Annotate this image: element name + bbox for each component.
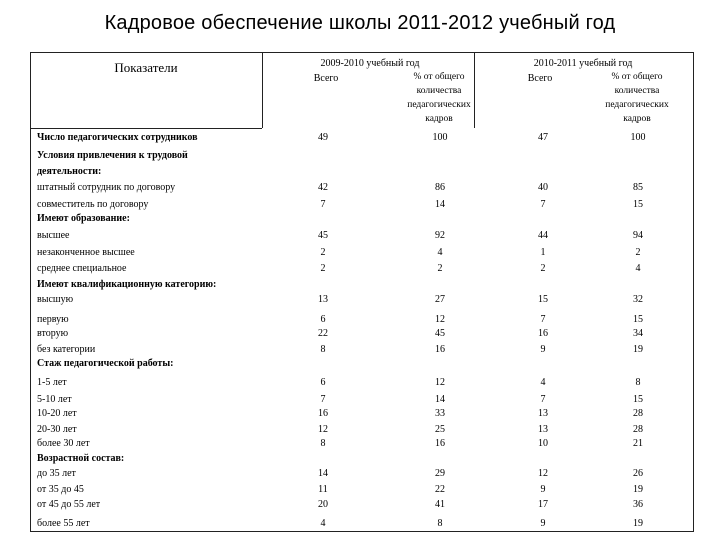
table-cell: 44 [538, 230, 548, 241]
table-cell: 19 [633, 518, 643, 529]
table-cell: 4 [320, 518, 326, 529]
row-label: совместитель по договору [37, 199, 149, 210]
table-cell: 28 [633, 408, 643, 419]
table-cell: 17 [538, 499, 548, 510]
table-cell: 9 [540, 518, 546, 529]
table-cell: 20 [318, 499, 328, 510]
section-heading: деятельности: [37, 166, 102, 177]
table-cell: 8 [437, 518, 443, 529]
table-cell: 14 [318, 468, 328, 479]
row-label: без категории [37, 344, 96, 355]
table-cell: 26 [633, 468, 643, 479]
row-label: 10-20 лет [37, 408, 77, 419]
row-label: незаконченное высшее [37, 247, 135, 258]
table-cell: 22 [318, 328, 328, 339]
table-cell: 8 [320, 344, 326, 355]
table-cell: 12 [435, 377, 445, 388]
row-label: первую [37, 314, 69, 325]
table-cell: 1 [540, 247, 546, 258]
header-percent-2: % от общего количества педагогических кадров [605, 72, 669, 124]
table-cell: 9 [540, 484, 546, 495]
row-label: среднее специальное [37, 263, 127, 274]
table-cell: 85 [633, 182, 643, 193]
table-cell: 6 [320, 377, 326, 388]
row-label: 5-10 лет [37, 394, 72, 405]
row-label: 20-30 лет [37, 424, 77, 435]
table-cell: 2 [320, 263, 326, 274]
table-cell: 32 [633, 294, 643, 305]
row-label: более 55 лет [37, 518, 90, 529]
row-label: от 45 до 55 лет [37, 499, 101, 510]
header-percent-1: % от общего количества педагогических кадров [407, 72, 471, 124]
header-indicators: Показатели [114, 60, 178, 75]
table-cell: 36 [633, 499, 643, 510]
table-cell: 4 [437, 247, 443, 258]
table-cell: 16 [538, 328, 548, 339]
table-cell: 14 [435, 199, 445, 210]
table-cell: 29 [435, 468, 445, 479]
table-cell: 13 [318, 294, 328, 305]
table-cell: 13 [538, 408, 548, 419]
table-cell: 16 [318, 408, 328, 419]
table-cell: 86 [435, 182, 445, 193]
table-cell: 45 [318, 230, 328, 241]
table-cell: 34 [633, 328, 643, 339]
header-year-2009-2010: 2009-2010 учебный год [320, 58, 420, 69]
row-label: штатный сотрудник по договору [37, 182, 176, 193]
table-cell: 19 [633, 484, 643, 495]
table-cell: 100 [630, 132, 646, 143]
row-label: более 30 лет [37, 438, 90, 449]
table-cell: 12 [318, 424, 328, 435]
table-cell: 2 [437, 263, 443, 274]
row-label: Число педагогических сотрудников [37, 132, 198, 143]
table-cell: 47 [538, 132, 548, 143]
table-cell: 8 [320, 438, 326, 449]
header-total-1: Всего [313, 73, 339, 84]
header-total-2: Всего [527, 73, 553, 84]
section-heading: Имеют квалификационную категорию: [37, 279, 217, 290]
header-divider-indicators [262, 52, 263, 128]
table-cell: 21 [633, 438, 643, 449]
table-cell: 7 [540, 394, 546, 405]
table-cell: 7 [540, 199, 546, 210]
section-heading: Условия привлечения к трудовой [37, 150, 188, 161]
table-cell: 15 [633, 314, 643, 325]
table-cell: 41 [435, 499, 445, 510]
table-cell: 11 [318, 484, 328, 495]
table-cell: 7 [540, 314, 546, 325]
table-cell: 9 [540, 344, 546, 355]
table-cell: 49 [318, 132, 328, 143]
table-cell: 19 [633, 344, 643, 355]
table-cell: 22 [435, 484, 445, 495]
header-year-2010-2011: 2010-2011 учебный год [533, 58, 633, 69]
table-cell: 12 [538, 468, 548, 479]
table-cell: 94 [633, 230, 643, 241]
table-cell: 100 [432, 132, 448, 143]
table-cell: 27 [435, 294, 445, 305]
table-cell: 12 [435, 314, 445, 325]
table-cell: 13 [538, 424, 548, 435]
table-cell: 14 [435, 394, 445, 405]
row-label: высшую [37, 294, 74, 305]
table-cell: 25 [435, 424, 445, 435]
table-cell: 92 [435, 230, 445, 241]
row-label: вторую [37, 328, 69, 339]
table-cell: 42 [318, 182, 328, 193]
table-cell: 16 [435, 438, 445, 449]
table-cell: 4 [540, 377, 546, 388]
table-cell: 10 [538, 438, 548, 449]
table-cell: 2 [320, 247, 326, 258]
section-heading: Стаж педагогической работы: [37, 358, 174, 369]
header-bottom-rule [30, 128, 262, 129]
row-label: 1-5 лет [37, 377, 67, 388]
row-label: до 35 лет [37, 468, 76, 479]
page-title: Кадровое обеспечение школы 2011-2012 учебный год [104, 12, 616, 34]
table-cell: 15 [633, 394, 643, 405]
table-cell: 8 [635, 377, 641, 388]
table-cell: 7 [320, 199, 326, 210]
table-cell: 40 [538, 182, 548, 193]
section-heading: Возрастной состав: [37, 453, 125, 464]
table-cell: 33 [435, 408, 445, 419]
table-cell: 45 [435, 328, 445, 339]
table-cell: 15 [538, 294, 548, 305]
table-cell: 15 [633, 199, 643, 210]
row-label: высшее [37, 230, 70, 241]
table-cell: 6 [320, 314, 326, 325]
section-heading: Имеют образование: [37, 213, 130, 224]
table-cell: 2 [540, 263, 546, 274]
row-label: от 35 до 45 [37, 484, 84, 495]
table-cell: 16 [435, 344, 445, 355]
table-cell: 2 [635, 247, 641, 258]
table-cell: 7 [320, 394, 326, 405]
table-cell: 28 [633, 424, 643, 435]
table-cell: 4 [635, 263, 641, 274]
